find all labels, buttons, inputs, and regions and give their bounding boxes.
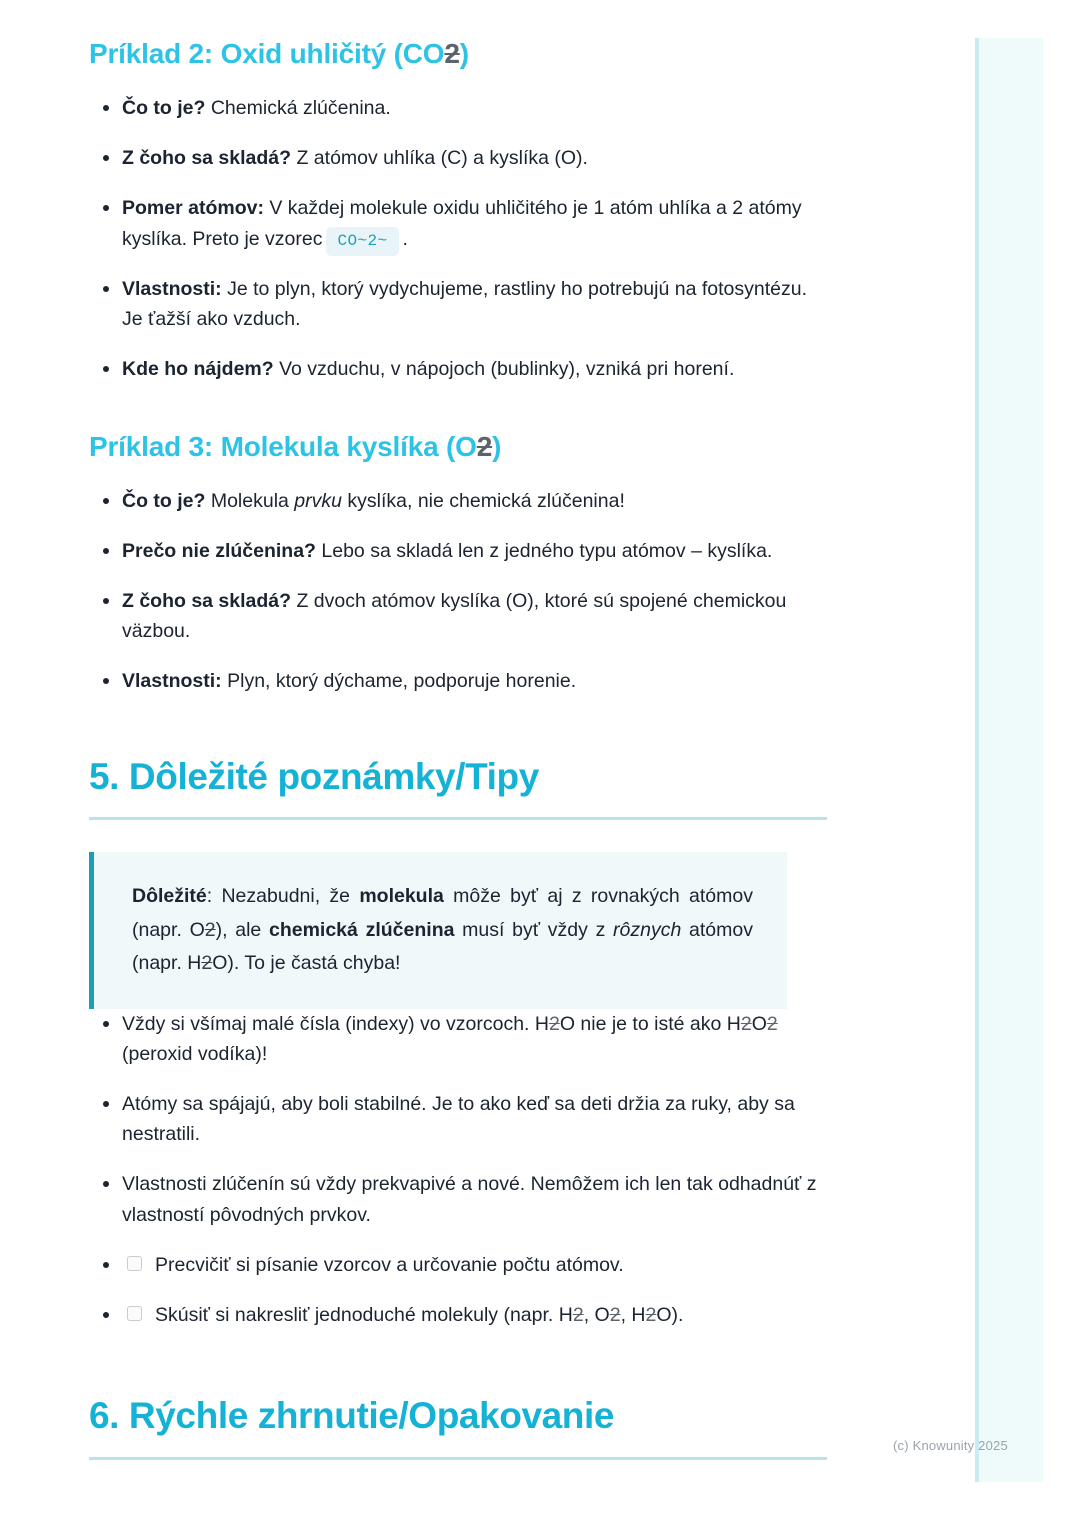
list-item-lead: Čo to je?	[122, 489, 206, 512]
heading-example-2	[89, 36, 829, 71]
inline-code-formula: CO~2~	[326, 227, 398, 256]
list-item	[89, 486, 829, 516]
heading-example-3	[89, 429, 829, 464]
callout-part-1: : Nezabudni, že	[206, 885, 360, 908]
list-item	[89, 1009, 829, 1069]
task-label-part-3: , H	[620, 1304, 646, 1327]
list-item-text: Lebo sa skladá len z jedného typu atómov – kyslíka.	[315, 539, 773, 562]
callout-emphasis-1: rôznych	[613, 918, 682, 941]
list-example-2	[89, 93, 829, 385]
heading-example-3-subscript: 2	[476, 430, 493, 462]
callout-subscript-2: 2	[201, 952, 213, 975]
heading-example-2-prefix: Príklad 2: Oxid uhličitý (CO	[89, 38, 445, 69]
list-item	[89, 193, 829, 253]
list-item-lead: Prečo nie zlúčenina?	[122, 539, 316, 562]
task-subscript-3: 2	[645, 1304, 657, 1327]
task-checkbox[interactable]	[127, 1256, 142, 1271]
tip-part-1: Vždy si všímaj malé čísla (indexy) vo vzorcoch. H	[122, 1012, 549, 1035]
tip-part-1: Vlastnosti zlúčenín sú vždy prekvapivé a nové. Nemôžem ich len tak odhadnúť z vlastností pôvodných prvkov.	[122, 1173, 817, 1226]
list-example-3	[89, 486, 829, 697]
callout-bold-1: molekula	[359, 885, 444, 908]
list-item	[89, 586, 829, 646]
list-item	[89, 1169, 829, 1229]
task-checkbox[interactable]	[127, 1306, 142, 1321]
footer-credit: (c) Knowunity 2025	[893, 1438, 1008, 1453]
callout-bold-2: chemická zlúčenina	[268, 918, 455, 941]
callout-part-2: môže byť aj z rovnakých atómov (napr. O	[132, 885, 753, 941]
callout-text	[132, 880, 753, 981]
task-subscript-1: 2	[572, 1304, 584, 1327]
tip-part-1: Atómy sa spájajú, aby boli stabilné. Je to ako keď sa deti držia za ruky, aby sa nestratili.	[122, 1093, 795, 1146]
list-item	[89, 93, 829, 123]
list-item	[89, 666, 829, 696]
tip-part-2: O nie je to isté ako H	[559, 1012, 741, 1035]
list-item-text-after: kyslíka, nie chemická zlúčenina!	[341, 489, 625, 512]
list-item-lead: Z čoho sa skladá?	[122, 589, 292, 612]
list-item-lead: Z čoho sa skladá?	[122, 147, 292, 170]
list-item-text: Vo vzduchu, v nápojoch (bublinky), vzniká pri horení.	[273, 358, 735, 381]
list-item-lead: Vlastnosti:	[122, 277, 222, 300]
callout-lead: Dôležité	[132, 885, 207, 908]
heading-example-3-suffix: )	[492, 430, 502, 462]
heading-example-3-prefix: Príklad 3: Molekula kyslíka (O	[89, 430, 477, 462]
callout-part-6: O). To je častá chyba!	[212, 952, 401, 975]
list-item-lead: Kde ho nájdem?	[122, 358, 274, 381]
list-item-text: Z dvoch atómov kyslíka (O), ktoré sú spojené chemickou väzbou.	[122, 589, 787, 643]
list-item-text: Molekula	[205, 489, 295, 512]
tip-subscript-3: 2	[766, 1012, 778, 1035]
callout-important	[89, 852, 787, 1009]
list-item-text: Chemická zlúčenina.	[205, 97, 391, 119]
list-item	[89, 354, 829, 384]
list-item-text: V každej molekule oxidu uhličitého je 1 atóm uhlíka a 2 atómy kyslíka. Preto je vzorec	[122, 197, 802, 250]
section-5-rule	[89, 817, 827, 820]
task-label-part-2: , O	[583, 1304, 610, 1327]
page-edge-strip	[975, 38, 1043, 1482]
heading-section-6: 6. Rýchle zhrnutie/Opakovanie	[89, 1395, 615, 1437]
task-label: Precvičiť si písanie vzorcov a určovanie počtu atómov.	[155, 1253, 624, 1276]
list-section-5-tips	[89, 1009, 829, 1331]
list-item	[89, 1089, 829, 1149]
list-item-text: Z atómov uhlíka (C) a kyslíka (O).	[291, 147, 588, 170]
document-content	[89, 36, 829, 1460]
section-6-rule	[89, 1457, 827, 1460]
heading-section-5: 5. Dôležité poznámky/Tipy	[89, 755, 539, 797]
heading-example-2-subscript: 2	[444, 38, 460, 69]
list-item	[89, 143, 829, 173]
tip-subscript-1: 2	[548, 1012, 560, 1035]
list-item	[89, 536, 829, 566]
task-list-item[interactable]	[89, 1300, 829, 1330]
task-list-item[interactable]	[89, 1250, 829, 1280]
list-item-text: Plyn, ktorý dýchame, podporuje horenie.	[221, 670, 577, 693]
page-edge-strip-line	[975, 38, 979, 1482]
list-item	[89, 274, 829, 334]
callout-part-3: ), ale	[215, 918, 269, 941]
heading-example-2-suffix: )	[459, 38, 469, 69]
task-label-part-4: O).	[656, 1304, 684, 1327]
tip-part-4: (peroxid vodíka)!	[122, 1042, 268, 1065]
task-label: Skúsiť si nakresliť jednoduché molekuly (napr. H	[155, 1304, 573, 1327]
callout-part-4: musí byť vždy z	[454, 918, 614, 941]
tip-subscript-2: 2	[740, 1012, 752, 1035]
callout-subscript-1: 2	[204, 918, 216, 941]
list-item-emphasis: prvku	[294, 489, 342, 512]
task-subscript-2: 2	[609, 1304, 621, 1327]
callout-part-5: atómov (napr. H	[132, 918, 753, 975]
list-item-lead: Pomer atómov:	[122, 197, 264, 220]
tip-part-3: O	[751, 1012, 767, 1035]
list-item-text-after: .	[402, 227, 408, 250]
list-item-text: Je to plyn, ktorý vydychujeme, rastliny ho potrebujú na fotosyntézu. Je ťažší ako vzduch.	[122, 277, 807, 331]
list-item-lead: Čo to je?	[122, 97, 206, 119]
list-item-lead: Vlastnosti:	[122, 670, 222, 693]
